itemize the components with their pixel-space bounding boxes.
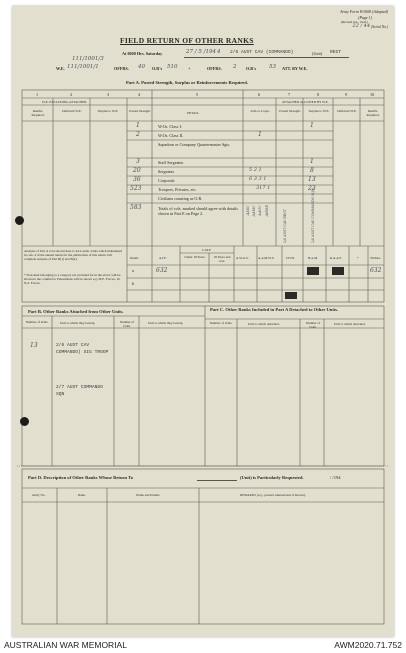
attached-value: 6 3 3 1 [249,176,267,182]
part-a-title: Part A. Posted Strength, Surplus or Reinforcements Required. [126,80,248,85]
form-sheet: Army Form W3008 (Adapted) (Page 1) (Revised Jan., 1943.) 22 / 44 (Serial No.) FIELD RETURN OF OTHER RANKS At 0600 Hrs. Saturday 27 / 5 /194 4 2/6 AUST CAV (COMMANDO) (Unit) REGT 111/1001/3 W.E. 111/1001/1 OFFRS. 40 O.R's 510 + OFFRS. 2 O.R's 53 ATT. BY W.E. Part A. Posted Strength, Surplus or Reinforcements Required. 1 2 3 4 5 6 7 8 9 10 W.E. EXCLUDING ATTACHED. ATTACHED ALLOWED BY W.E. Reinfts. Required. Deficient W.E. Surplus to W.E. Posted Strength. DETAIL. Arm or Corps. Posted Strength. Surplus to W.E. Deficient W.E. Reinfts. Required. W.Os. Class I. W.Os. Class II. Squadron or Company Quartermaster Sgts. Staff Sergeants Sergeants Corporals Troopers, Privates, etc. Civilians counting as O.R. Totals of cols. marked should agree with details shown in Part E on Page 2. 1 2 3 20 36 523 583 1 5 2 1 6 3 3 1 317 1 1 1 8 13 23 AASC AAMC AAOC AEME 2/6 AUST CAV REGT 2/6 AUST CAV COMMANDO SQN Analysis of Part A to be shown here to ALL units. Units which maintained in cols. 4 of the annual return for the publication of this return will complete analysis of Part B(1) and B(2). * Personnel belonging to a category not provided for in the above will be shown in the column for Palestinians will be shown e.g. M.E. Forces, 16 N.Z. Forces. Detail. A.I.F. C.M.F. Under 18 Years. 18 Years and over. A.W.A.S. A.A.M.W.S. CIVN. B.A.M. R.A.A.F. * TOTAL. a 632 632 b Part B. Other Ranks Attached from Other Units. Part C. Other Ranks Included in Part A Detached to Other Units. Number of O.Rs. Unit to which they belong. Number of O.Rs. Unit to which they belong. Number of O.Rs. Unit to which detached. Number of O.Rs. Unit to which detached. 13 2/6 AUST CAV COMMANDO) SIG TROOP 2/7 AUST COMMANDO SQN Part D. Description of Other Ranks Whose Return To (Unit) is Particularly Requested. / /194 Army No. Rank. Name and Initials. REMARKS (e.g., present whereabouts if known). [12,6,394,637]
attached-value: 1 [258,131,262,138]
surplus2-value: 13 [308,176,316,183]
attached-unit: 2/6 AUST CAV COMMANDO) SIG TROOP [56,343,109,355]
col-number: 7 [288,92,291,97]
posted-value: 20 [133,167,141,174]
part-c-head: Unit to which detached. [248,322,280,326]
form-page: (Page 1) [358,15,372,20]
attached-unit: 2/7 AUST COMMANDO SQN [56,385,103,397]
analysis-head: TOTAL. [370,256,382,260]
part-d-head: Name and Initials. [136,493,161,497]
attached-value: 317 1 [256,185,271,191]
arm-vertical-entry: AAOC [258,205,262,216]
part-b-head: Number of O.Rs. [25,320,49,324]
punch-hole [15,216,24,225]
reinf-header: Reinfts. Required. [31,109,45,117]
offrs-value: 40 [138,64,145,70]
part-b-head: Number of O.Rs. [119,320,135,328]
offrs2-value: 2 [233,64,237,70]
row-detail: W.Os. Class II. [158,133,184,138]
posted-value: 1 [136,122,140,129]
category-note: * Personnel belonging to a category not provided for in the above will be shown in the column for Palestinians will be shown e.g. M.E. Forces, 16 N.Z. Forces. [24,273,121,285]
surplus2-value: 23 [308,185,316,192]
surplus2-header: Surplus to W.E. [308,109,330,113]
col-number: 8 [317,92,320,97]
part-d-head: Rank. [78,493,86,497]
detail-header: DETAIL. [187,111,200,115]
arm-vertical-entry: AAMC [252,205,256,217]
posted2-header: Posted Strength. [279,109,301,113]
analysis-row-label: a [132,268,134,273]
part-c-title: Part C. Other Ranks Included in Part A Detached to Other Units. [210,307,339,312]
analysis-head: C.M.F. [202,248,212,252]
analysis-head: CIVN. [286,256,295,260]
part-c-head: Number of O.Rs. [305,321,321,329]
analysis-head: B.A.M. [308,256,318,260]
deficient2-header: Deficient W.E. [337,109,357,113]
part-b-title: Part B. Other Ranks Attached from Other Units. [28,309,124,314]
row-detail: Staff Sergeants [158,160,184,165]
arm-header: Arm or Corps. [250,109,270,113]
arm-vertical-entry: AEME [265,205,269,217]
arm-vertical-entry: 2/6 AUST CAV COMMANDO SQN [311,188,315,243]
footer-institution: AUSTRALIAN WAR MEMORIAL [4,640,127,650]
posted-value: 36 [133,176,141,183]
form-id: Army Form W3008 (Adapted) [340,9,388,14]
posted-value: 3 [136,158,140,165]
part-d-head: Army No. [32,493,46,497]
cmf-sub: 18 Years and over. [213,255,231,263]
posted-total: 583 [130,204,142,211]
ors-value: 510 [167,64,178,70]
surplus2-value: 1 [310,122,314,129]
posted-header: Posted Strength. [129,109,151,113]
unit-name: 2/6 AUST CAV (COMMANDO) [230,50,294,55]
col-number: 6 [258,92,261,97]
row-detail: W.Os. Class I. [158,124,182,129]
row-detail: Troopers, Privates, etc. [158,187,197,192]
form-revised: (Revised Jan., 1943.) [341,20,368,24]
unit-label: (Unit) [312,51,323,56]
col-number: 1 [36,92,39,97]
report-time-label: At 0600 Hrs. Saturday [122,51,163,56]
analysis-head: A.I.F. [159,256,167,260]
unit-suffix: REGT [330,50,342,55]
surplus-header: Surplus to W.E. [97,109,119,113]
attached-value: 5 2 1 [249,167,262,173]
surplus2-value: 1 [310,158,314,165]
part-d-date: / /194 [330,475,341,480]
report-date: 27 / 5 /194 [186,49,216,55]
arm-vertical-entry: 2/6 AUST CAV REGT [283,209,287,243]
analysis-note: Analysis of Part A to be shown here to ALL units. Units which maintained in cols. 4 of the annual return for the publication of this return will complete analysis of Part B(1) and B(2). [24,249,123,261]
part-d-title: Part D. Description of Other Ranks Whose Return To [28,475,134,480]
part-c-head: Number of O.Rs. [209,321,233,325]
row-detail-totals: Totals of cols. marked should agree with details shown in Part E on Page 2. [158,206,238,216]
row-detail: Civilians counting as O.R. [158,196,203,201]
posted-value: 2 [136,131,140,138]
analysis-head: R.A.A.F. [330,256,342,260]
col-number: 9 [345,92,348,97]
col-number: 2 [70,92,73,97]
row-detail: Squadron or Company Quartermaster Sgts. [158,142,231,147]
reference-number: 111/1001/3 [72,56,104,62]
row-detail: Corporals [158,178,175,183]
total-value: 632 [370,267,382,274]
analysis-row-label: b [132,281,135,286]
we-label: W.E. [56,66,65,71]
analysis-head: Detail. [130,256,139,260]
att-label: ATT. BY W.E. [282,66,308,71]
arm-vertical-entry: AASC [246,205,250,216]
surplus2-value: 8 [310,167,314,174]
ors2-label: O.R's [246,66,257,71]
part-d-grid [12,6,394,637]
offrs-label: OFFRS. [114,66,129,71]
offrs2-label: OFFRS. [207,66,222,71]
deficient-header: Deficient W.E. [62,109,82,113]
punch-hole [20,417,29,426]
col-number: 10 [370,92,375,97]
part-b-head: Unit to which they belong. [60,321,96,325]
row-detail: Sergeants [158,169,175,174]
we-excl-header: W.E. EXCLUDING ATTACHED. [42,100,88,104]
posted-value: 523 [130,185,142,192]
serial-label: (Serial No.) [371,25,388,29]
part-d-head: REMARKS (e.g., present whereabouts if known). [240,493,306,497]
col-number: 3 [107,92,110,97]
attached-allowed-header: ATTACHED ALLOWED BY W.E. [282,100,329,104]
we-value: 111/1001/1 [67,64,99,70]
aif-value: 632 [156,267,168,274]
part-b-head: Unit to which they belong. [148,321,184,325]
attached-count: 13 [30,342,38,349]
part-c-head: Unit to which detached. [334,322,366,326]
part-d-title-mid: (Unit) is Particularly Requested. [240,475,304,480]
col-number: 4 [138,92,141,97]
report-year-digit: 4 [217,49,221,55]
serial-number: 22 / 44 [352,23,370,29]
cmf-sub: Under 18 Years. [184,255,206,259]
analysis-head: A.A.M.W.S. [258,256,275,260]
ors-label: O.R's [152,66,163,71]
ors2-value: 53 [269,64,276,70]
col-number: 5 [196,92,199,97]
reinf2-header: Reinfts. Required. [366,109,380,117]
analysis-head: * [357,256,359,260]
page-title: FIELD RETURN OF OTHER RANKS [120,36,254,45]
footer-accession: AWM2020.71.752 [334,640,402,650]
analysis-head: A.W.A.S. [236,256,249,260]
